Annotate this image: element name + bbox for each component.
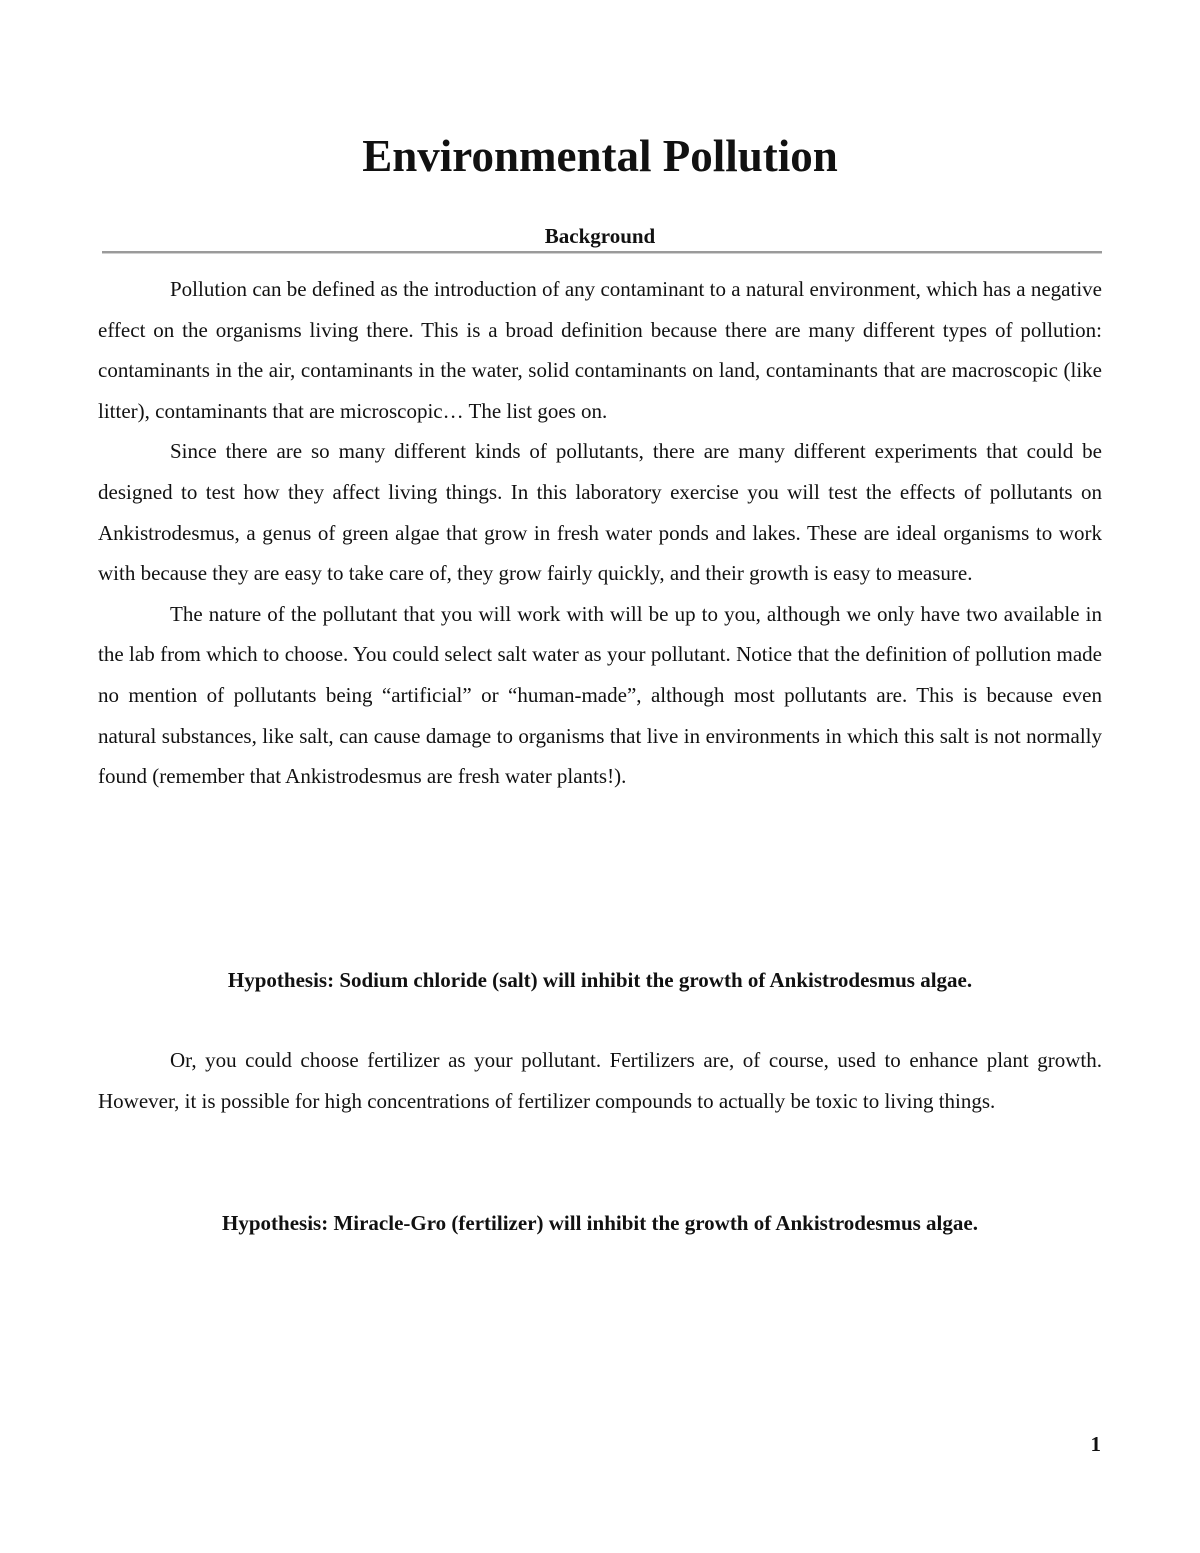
background-body (98, 269, 1102, 797)
fertilizer-body (98, 1040, 1102, 1121)
document-title: Environmental Pollution (362, 131, 838, 181)
paragraph-pollutant-choice: The nature of the pollutant that you will work with will be up to you, although we only have two available in the lab from which to choose. You could select salt water as your pollutant. Notice that the definition of pollution made no mention of pollutants being “artificial” or “human-made”, although most pollutants are. This is because even natural substances, like salt, can cause damage to organisms that live in environments in which this salt is not normally found (remember that Ankistrodesmus are fresh water plants!). (98, 601, 1102, 789)
heading-divider (102, 251, 1102, 254)
hypothesis-fertilizer: Hypothesis: Miracle-Gro (fertilizer) will inhibit the growth of Ankistrodesmus algae. (222, 1211, 978, 1235)
paragraph-experiment-intro: Since there are so many different kinds of pollutants, there are many different experiments that could be designed to test how they affect living things. In this laboratory exercise you will test the effects of pollutants on Ankistrodesmus, a genus of green algae that grow in fresh water ponds and lakes. These are ideal organisms to work with because they are easy to take care of, they grow fairly quickly, and their growth is easy to measure. (98, 439, 1102, 586)
paragraph-fertilizer: Or, you could choose fertilizer as your pollutant. Fertilizers are, of course, used to enhance plant growth. However, it is possible for high concentrations of fertilizer compounds to actually be toxic to living things. (98, 1048, 1102, 1113)
page-number: 1 (1090, 1432, 1101, 1456)
paragraph-pollution-definition: Pollution can be defined as the introduction of any contaminant to a natural environment, which has a negative effect on the organisms living there. This is a broad definition because there are many different types of pollution: contaminants in the air, contaminants in the water, solid contaminants on land, contaminants that are macroscopic (like litter), contaminants that are microscopic… The list goes on. (98, 277, 1102, 423)
hypothesis-salt: Hypothesis: Sodium chloride (salt) will inhibit the growth of Ankistrodesmus algae. (227, 968, 973, 992)
section-heading-background: Background (544, 224, 656, 248)
